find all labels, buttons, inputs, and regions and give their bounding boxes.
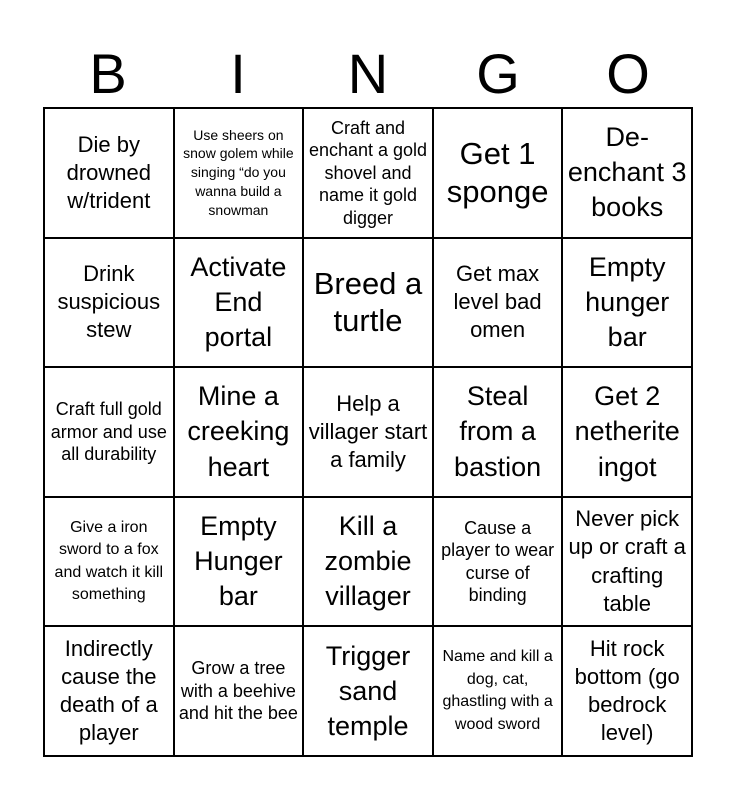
bingo-cell[interactable] [44, 108, 174, 238]
bingo-cell[interactable] [433, 497, 563, 627]
bingo-cell-text: Name and kill a dog, cat, ghastling with a wood sword [442, 648, 553, 733]
bingo-cell-text: Mine a creeking heart [187, 381, 290, 482]
bingo-cell[interactable] [174, 367, 304, 497]
bingo-cell[interactable] [562, 367, 692, 497]
bingo-cell-text: Drink suspicious stew [57, 261, 161, 343]
bingo-cell-text: Craft and enchant a gold shovel and name it gold digger [308, 117, 428, 228]
bingo-cell-text: Use sheers on snow golem while singing “do you wanna build a snowman [183, 126, 294, 219]
bingo-header [43, 40, 693, 108]
bingo-cell[interactable] [562, 497, 692, 627]
bingo-cell-text: Get 2 netherite ingot [574, 381, 680, 482]
bingo-cell[interactable] [303, 238, 433, 368]
bingo-cell-text: Get 1 sponge [446, 135, 549, 209]
bingo-cell-text: Help a villager start a family [308, 390, 428, 473]
header-letter-o: O [606, 42, 650, 105]
bingo-cell-text: Empty Hunger bar [194, 510, 283, 612]
bingo-cell-text: Craft full gold armor and use all durability [50, 399, 167, 465]
bingo-cell[interactable] [44, 367, 174, 497]
bingo-cell[interactable] [433, 108, 563, 238]
header-letter-i: I [230, 42, 246, 105]
bingo-cell-text: Grow a tree with a beehive and hit the bee [178, 658, 298, 724]
bingo-cell[interactable] [174, 238, 304, 368]
bingo-board [43, 107, 693, 757]
bingo-cell[interactable] [174, 626, 304, 756]
bingo-cell[interactable] [174, 497, 304, 627]
bingo-cell-text: Get max level bad omen [453, 261, 542, 343]
bingo-cell[interactable] [433, 238, 563, 368]
bingo-cell-text: Empty hunger bar [585, 251, 670, 352]
bingo-cell[interactable] [303, 367, 433, 497]
header-letter-n: N [347, 42, 389, 105]
bingo-cell-text: Cause a player to wear curse of binding [441, 517, 555, 606]
bingo-cell[interactable] [562, 626, 692, 756]
bingo-cell-text: Die by drowned w/trident [66, 131, 151, 213]
bingo-cell[interactable] [562, 108, 692, 238]
bingo-cell[interactable] [303, 626, 433, 756]
bingo-cell[interactable] [44, 626, 174, 756]
bingo-cell-text: Steal from a bastion [454, 381, 542, 482]
bingo-cell-text: Activate End portal [190, 251, 287, 352]
bingo-cell[interactable] [44, 497, 174, 627]
bingo-cell[interactable] [433, 626, 563, 756]
bingo-cell[interactable] [44, 238, 174, 368]
bingo-cell-text: Hit rock bottom (go bedrock level) [574, 635, 680, 746]
bingo-cell[interactable] [303, 497, 433, 627]
bingo-cell-text: Never pick up or craft a crafting table [568, 506, 686, 616]
bingo-cell[interactable] [562, 238, 692, 368]
header-letter-b: B [89, 42, 127, 105]
bingo-cell[interactable] [303, 108, 433, 238]
bingo-cell-text: Give a iron sword to a fox and watch it kill something [54, 518, 164, 603]
bingo-cell-text: Kill a zombie villager [324, 510, 412, 612]
bingo-cell[interactable] [174, 108, 304, 238]
bingo-cell[interactable] [433, 367, 563, 497]
bingo-cell-text: De-enchant 3 books [567, 122, 687, 223]
bingo-cell-text: Trigger sand temple [325, 640, 411, 741]
bingo-cell-text: Indirectly cause the death of a player [59, 635, 158, 746]
bingo-cell-text: Breed a turtle [313, 265, 423, 339]
header-letter-g: G [476, 42, 520, 105]
